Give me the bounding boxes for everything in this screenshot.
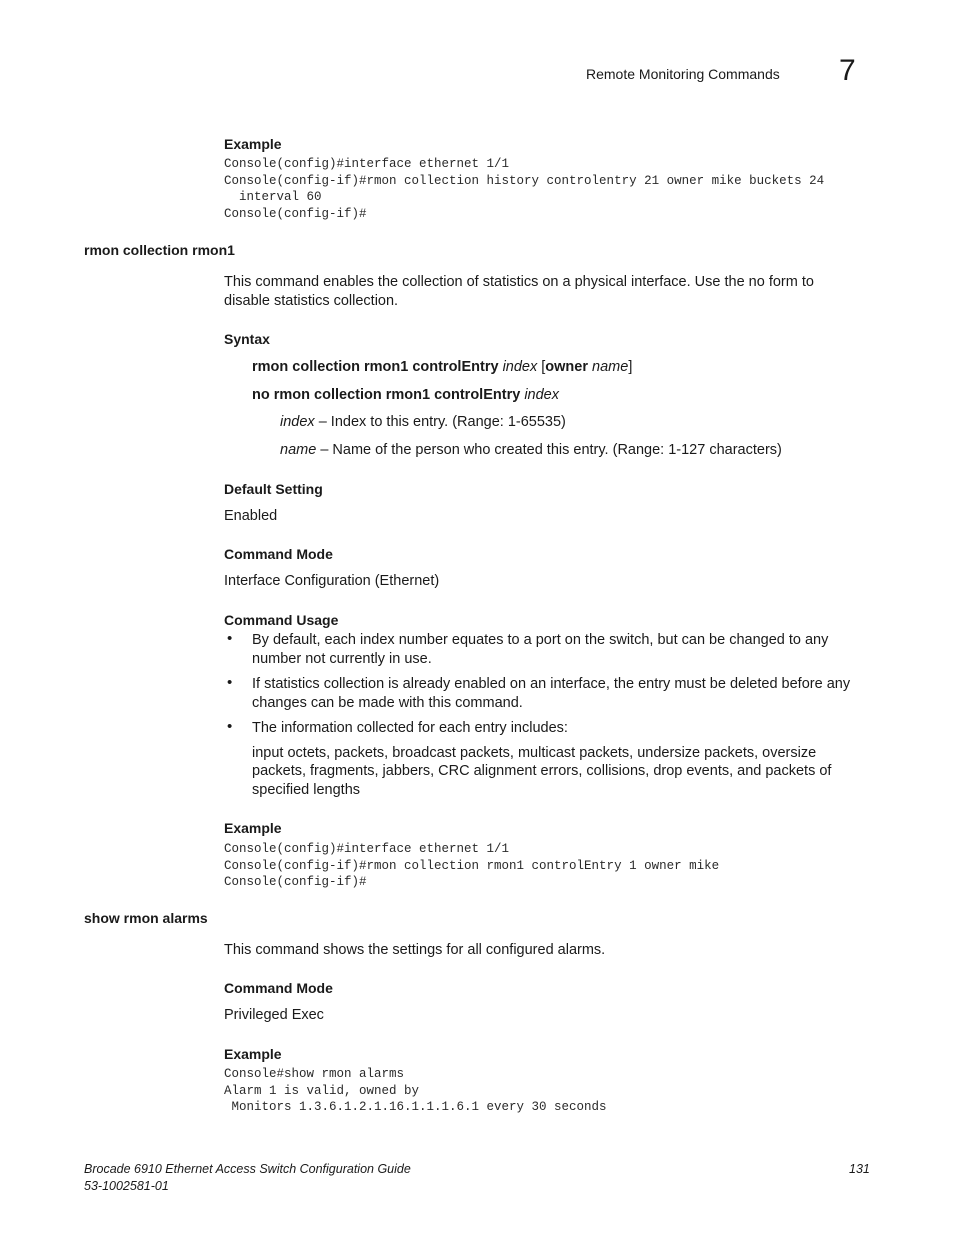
chapter-number: 7 — [839, 54, 856, 87]
running-header-title: Remote Monitoring Commands — [586, 66, 780, 82]
page-number: 131 — [849, 1162, 870, 1176]
footer-doc-number: 53-1002581-01 — [84, 1179, 169, 1193]
usage-item: number not currently in use. — [252, 651, 432, 667]
parameter-text: – Index to this entry. (Range: 1-65535) — [318, 414, 566, 430]
command-heading: show rmon alarms — [84, 910, 208, 926]
default-setting-value: Enabled — [224, 508, 278, 524]
command-usage-heading: Command Usage — [224, 612, 339, 628]
code-block: Console(config)#interface ethernet 1/1 Console(config-if)#rmon collection history controlentry 21 owner mike buckets 24 interval 60 Console(config-if)# — [224, 157, 825, 222]
syntax-line — [252, 358, 632, 377]
example-heading: Example — [224, 820, 282, 836]
example-heading: Example — [224, 136, 282, 152]
syntax-param: index — [502, 359, 538, 375]
footer-doc-title: Brocade 6910 Ethernet Access Switch Configuration Guide — [84, 1162, 411, 1176]
parameter-name: name — [280, 442, 317, 458]
parameter-name: index — [280, 414, 315, 430]
code-block: Console(config)#interface ethernet 1/1 Console(config-if)#rmon collection rmon1 controlEntry 1 owner mike Console(config-if)# — [224, 842, 720, 890]
description-text: This command shows the settings for all configured alarms. — [224, 942, 606, 958]
syntax-command: rmon collection rmon1 controlEntry — [252, 359, 499, 375]
bullet-icon: • — [227, 630, 233, 647]
command-mode-value: Privileged Exec — [224, 1007, 324, 1023]
usage-item: The information collected for each entry includes: — [252, 720, 568, 736]
command-mode-value: Interface Configuration (Ethernet) — [224, 573, 440, 589]
description-text: disable statistics collection. — [224, 293, 399, 309]
command-mode-heading: Command Mode — [224, 980, 333, 996]
parameter-text: – Name of the person who created this entry. (Range: 1-127 characters) — [320, 442, 782, 458]
bullet-icon: • — [227, 718, 233, 735]
syntax-bracket: ] — [628, 359, 633, 375]
syntax-command: no rmon collection rmon1 controlEntry — [252, 387, 521, 403]
example-heading: Example — [224, 1046, 282, 1062]
usage-detail: specified lengths — [252, 782, 361, 798]
usage-detail: packets, fragments, jabbers, CRC alignment errors, collisions, drop events, and packets of — [252, 763, 832, 779]
usage-detail: input octets, packets, broadcast packets, multicast packets, undersize packets, oversize — [252, 745, 817, 761]
syntax-heading: Syntax — [224, 331, 270, 347]
default-setting-heading: Default Setting — [224, 481, 323, 497]
usage-item: changes can be made with this command. — [252, 695, 523, 711]
parameter-description — [280, 441, 782, 460]
command-mode-heading: Command Mode — [224, 546, 333, 562]
parameter-description — [280, 413, 566, 432]
usage-item: If statistics collection is already enabled on an interface, the entry must be deleted before any — [252, 676, 851, 692]
code-block: Console#show rmon alarms Alarm 1 is valid, owned by Monitors 1.3.6.1.2.1.16.1.1.1.6.1 every 30 seconds — [224, 1067, 607, 1115]
syntax-line — [252, 386, 559, 405]
usage-item: By default, each index number equates to a port on the switch, but can be changed to any — [252, 632, 829, 648]
syntax-param: index — [524, 387, 559, 403]
description-text: This command enables the collection of statistics on a physical interface. Use the no form to — [224, 274, 814, 290]
syntax-bracket: [ — [541, 359, 546, 375]
bullet-icon: • — [227, 674, 233, 691]
command-heading: rmon collection rmon1 — [84, 242, 235, 258]
syntax-keyword: owner — [545, 359, 588, 375]
syntax-param: name — [592, 359, 629, 375]
